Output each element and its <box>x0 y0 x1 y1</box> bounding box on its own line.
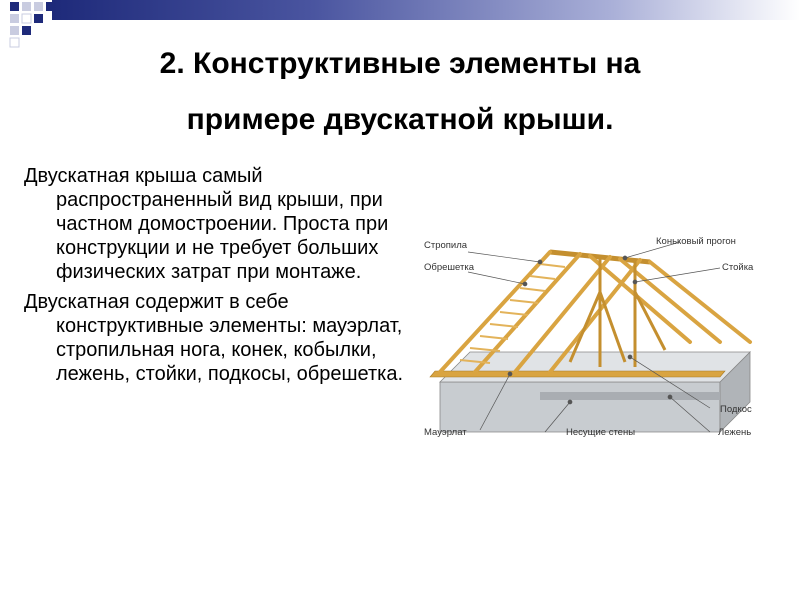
gable-roof-diagram <box>420 232 772 448</box>
label-mauerlat: Мауэрлат <box>424 427 467 438</box>
label-podkos: Подкос <box>720 404 752 415</box>
paragraph-2 <box>24 290 404 386</box>
label-lezhen: Лежень <box>718 427 752 438</box>
label-konkovyi: Коньковый прогон <box>656 236 736 247</box>
posts-and-struts <box>570 256 665 367</box>
title-line-1: 2. Конструктивные элементы на <box>159 47 641 80</box>
label-nesushie: Несущие стены <box>566 427 636 438</box>
body-text <box>24 164 404 392</box>
label-obreshetka: Обрешетка <box>424 262 474 273</box>
paragraph-1 <box>24 164 404 284</box>
paragraph-2-text: Двускатная содержит в себе конструктивные элементы: мауэрлат, стропильная нога, конек, кобылки, лежень, стойки, подкосы, обрешетка. <box>24 291 404 385</box>
label-stoika: Стойка <box>722 262 754 273</box>
walls <box>440 352 750 432</box>
paragraph-1-text: Двускатная крыша самый распространенный вид крыши, при частном домостроении. Проста при конструкции и не требует больших физических затрат при монтаже. <box>24 165 389 283</box>
lathing <box>460 264 565 363</box>
label-stropila: Стропила <box>424 240 468 251</box>
title-line-2: примере двускатной крыши. <box>186 103 614 136</box>
slide-title <box>40 36 760 148</box>
top-gradient-bar <box>52 0 800 20</box>
